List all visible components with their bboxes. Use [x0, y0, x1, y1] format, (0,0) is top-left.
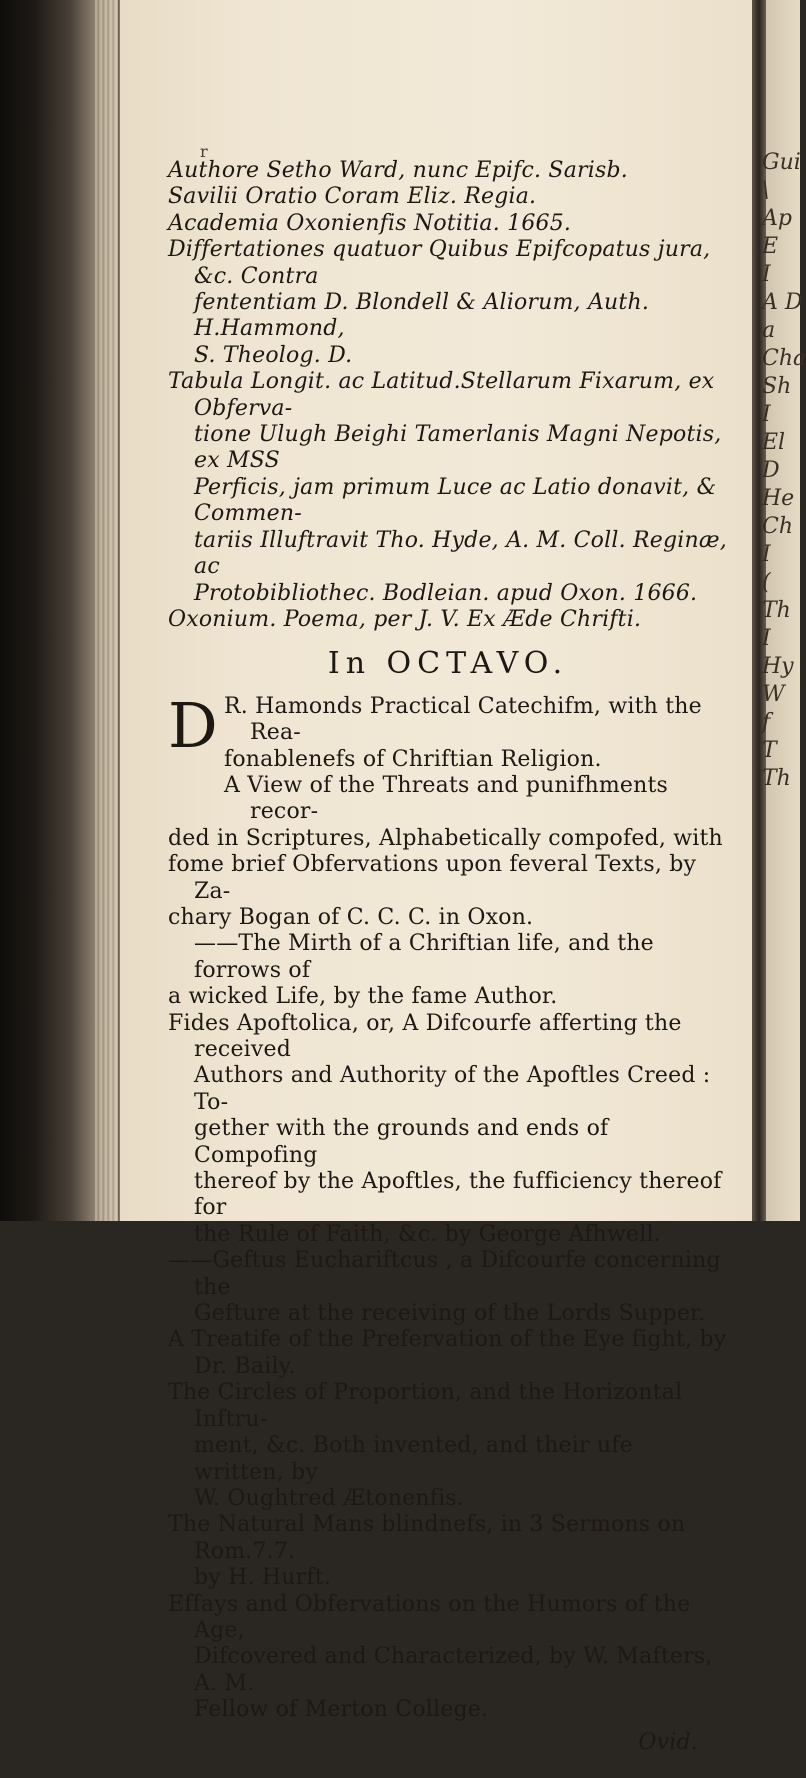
bleed-fragment: a [762, 318, 776, 343]
line-35: The Natural Mans blindnefs, in 3 Sermons on Rom.7.7. [168, 1512, 686, 1564]
line-17: A View of the Threats and punifhments recor- [224, 772, 668, 825]
line-21: ——The Mirth of a Chriftian life, and the forrows of [194, 931, 654, 983]
bleed-fragment: T [762, 738, 777, 763]
line-33: ment, &c. Both invented, and their ufe written, by [194, 1433, 633, 1485]
line-10: tariis Illuftravit Tho. Hyde, A. M. Coll. Reginæ, ac [194, 527, 727, 580]
printers-mark: r [200, 142, 208, 161]
line-38: Difcovered and Characterized, by W. Mafters, A. M. [194, 1644, 713, 1696]
drop-cap: D [168, 688, 218, 762]
first-entry [168, 688, 728, 826]
bleed-fragment: Ap [762, 206, 792, 231]
line-32: The Circles of Proportion, and the Horizontal Inftru- [168, 1380, 683, 1432]
line-24: Authors and Authority of the Apoftles Creed : To- [194, 1063, 711, 1115]
bleed-fragment: I [762, 626, 771, 651]
line-5: fententiam D. Blondell & Aliorum, Auth. H.Hammond, [194, 290, 650, 342]
line-36: by H. Hurft. [194, 1565, 331, 1591]
line-26: thereof by the Apoftles, the fufficiency thereof for [194, 1169, 722, 1221]
line-7: Tabula Longit. ac Latitud.Stellarum Fixarum, ex Obferva- [168, 369, 715, 421]
line-37: Effays and Obfervations on the Humors of the Age, [168, 1591, 691, 1643]
line-31: Dr. Baily. [194, 1353, 296, 1379]
bleed-fragment: \ [762, 178, 770, 203]
catalogue-listing [168, 158, 728, 1778]
line-18: ded in Scriptures, Alphabetically compofed, with [168, 825, 723, 851]
bleed-fragment: Sh [762, 374, 792, 399]
line-11: Protobibliothec. Bodleian. apud Oxon. 1666. [194, 580, 698, 606]
line-30: A Treatife of the Prefervation of the Eye fight, by [168, 1327, 727, 1353]
line-39: Fellow of Merton College. [194, 1697, 489, 1723]
bleed-fragment: f [762, 710, 771, 735]
bleed-fragment: Th [762, 766, 791, 791]
line-20: chary Bogan of C. C. C. in Oxon. [168, 904, 534, 930]
line-8: tione Ulugh Beighi Tamerlanis Magni Nepotis, ex MSS [194, 422, 722, 474]
line-15: R. Hamonds Practical Catechifm, with the Rea- [224, 693, 702, 746]
bleed-fragment: He [762, 486, 795, 511]
line-25: gether with the grounds and ends of Compofing [194, 1116, 609, 1168]
line-1: Authore Setho Ward, nunc Epifc. Sarisb. [168, 158, 628, 183]
bleed-fragment: ( [762, 570, 771, 595]
bleed-fragment: E [762, 234, 779, 259]
bleed-fragment: W [762, 682, 785, 707]
bleed-fragment: Ch [762, 514, 794, 539]
line-27: the Rule of Faith, &c. by George Afhwell. [194, 1221, 661, 1247]
bleed-fragment: I [762, 402, 771, 427]
line-3: Academia Oxonienfis Notitia. 1665. [168, 210, 572, 236]
line-16: fonablenefs of Chriftian Religion. [224, 746, 602, 772]
line-28: ——Geftus Euchariftcus , a Difcourfe concerning the [168, 1248, 721, 1300]
page-edge-strip [95, 0, 121, 1221]
line-4: Differtationes quatuor Quibus Epifcopatus jura, &c. Contra [168, 237, 711, 289]
section-heading: In OCTAVO. [327, 646, 569, 682]
bleed-fragment: El [762, 430, 786, 455]
bleed-fragment: Hy [762, 654, 794, 679]
line-34: W. Oughtred Ætonenfis. [194, 1485, 464, 1511]
bleed-fragment: D [762, 458, 780, 483]
line-2: Savilii Oratio Coram Eliz. Regia. [168, 184, 537, 210]
catchword: Ovid. [638, 1729, 698, 1755]
bleed-fragment: I [762, 542, 771, 567]
line-29: Gefture at the receiving of the Lords Supper. [194, 1301, 706, 1327]
line-23: Fides Apoftolica, or, A Difcourfe afferting the received [168, 1010, 682, 1062]
line-19: fome brief Obfervations upon feveral Texts, by Za- [168, 852, 697, 904]
line-22: a wicked Life, by the fame Author. [168, 984, 558, 1010]
bleed-fragment: A D [762, 290, 803, 315]
line-12: Oxonium. Poema, per J. V. Ex Æde Chrifti. [168, 606, 642, 632]
bleed-fragment: I [762, 262, 771, 287]
bleed-fragment: Gui [762, 150, 801, 175]
line-9: Perficis, jam primum Luce ac Latio donavit, & Commen- [194, 474, 717, 527]
bleed-fragment: Cha [762, 346, 806, 371]
line-6: S. Theolog. D. [194, 342, 353, 368]
bleed-fragment: Th [762, 598, 791, 623]
